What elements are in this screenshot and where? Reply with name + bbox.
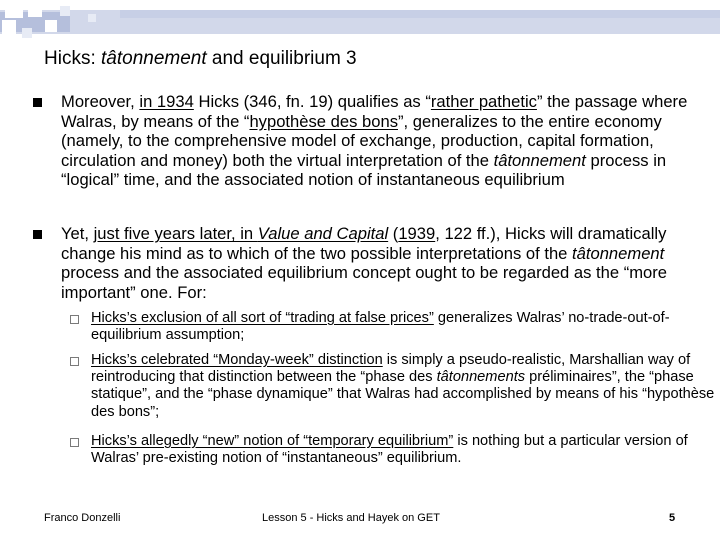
slide-title: Hicks: tâtonnement and equilibrium 3: [44, 48, 357, 69]
bullet-text-1: Moreover, in 1934 Hicks (346, fn. 19) qualifies as “rather pathetic” the passage where Walras, by means of the “hypothèse des bons”, generalizes to the entire economy (namely, to the comprehensive model of exchange, production, capital formation, circulation and money) both the virtual interpretation of the tâtonnement process in “logical” time, and the associated notion of instantaneous equilibrium: [61, 92, 688, 190]
sub-bullet-text-1: Hicks’s exclusion of all sort of “trading at false prices” generalizes Walras’ no-trade-out-of-equilibrium assumption;: [91, 310, 670, 344]
bullet-square-icon: [33, 98, 42, 107]
sub-bullet-box-icon: [70, 438, 79, 447]
bullet-text-2: Yet, just five years later, in Value and Capital (1939, 122 ff.), Hicks will dramatically change his mind as to which of the two possible interpretations of the tâtonnement process and the associated equilibrium concept ought to be regarded as the “more important” one. For:: [61, 224, 668, 302]
decorative-header-squares: [0, 0, 720, 40]
footer-lesson: Lesson 5 - Hicks and Hayek on GET: [262, 512, 440, 524]
sub-bullet-text-3: Hicks’s allegedly “new” notion of “temporary equilibrium” is nothing but a particular version of Walras’ pre-existing notion of “instantaneous” equilibrium.: [91, 433, 688, 467]
footer-author: Franco Donzelli: [44, 512, 121, 524]
sub-bullet-box-icon: [70, 315, 79, 324]
page-number: 5: [669, 512, 676, 524]
sub-bullet-text-2: Hicks’s celebrated “Monday-week” distinction is simply a pseudo-realistic, Marshallian way of reintroducing that distinction between the “phase des tâtonnements préliminaires”, the “phase statique”, and the “phase dynamique” that Walras had accomplished by means of his “hypothèse des bons”;: [91, 352, 715, 420]
sub-bullet-box-icon: [70, 357, 79, 366]
bullet-square-icon: [33, 230, 42, 239]
